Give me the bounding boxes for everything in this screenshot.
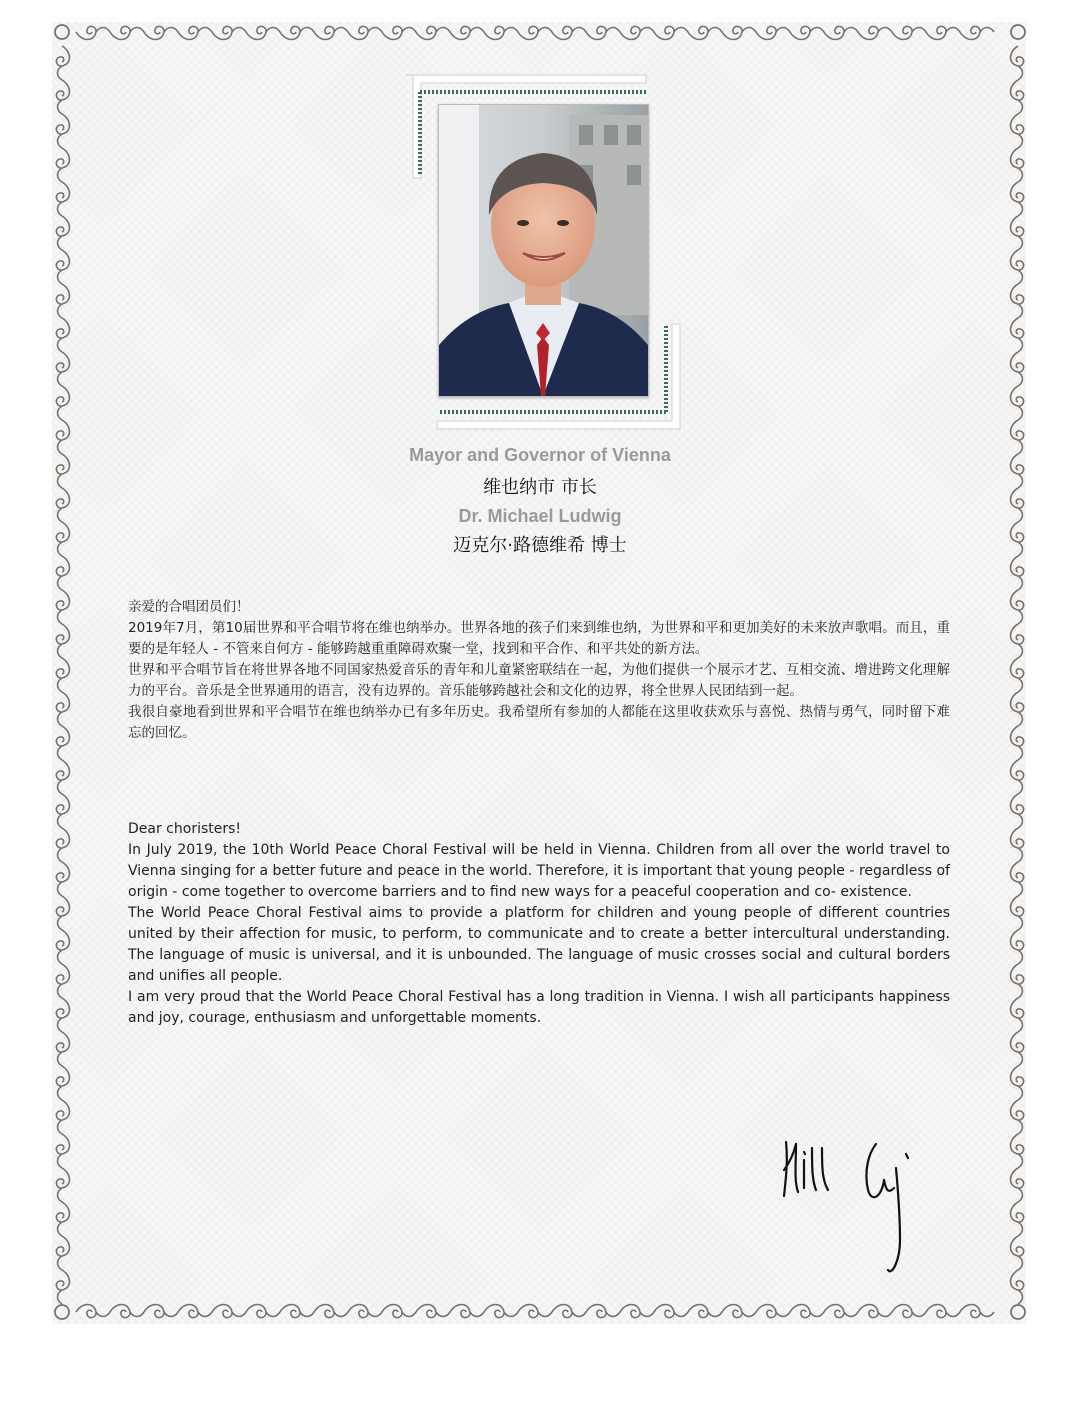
title-chinese: 维也纳市 市长 [483, 477, 597, 498]
paragraph-zh-1: 2019年7月，第10届世界和平合唱节将在维也纳举办。世界各地的孩子们来到维也纳，为世界和平和更加美好的未来放声歌唱。而且，重要的是年轻人 - 不管来自何方 - 能够跨越重重障碍欢聚一堂，找到和平合作、和平共处的新方法。 [128, 620, 950, 657]
paragraph-en-1: In July 2019, the 10th World Peace Choral Festival will be held in Vienna. Children from all over the world travel to Vienna singing for a better future and peace in the world. Therefore, it is important that young people - regardless of origin - come together to overcome barriers and to find new ways for a peaceful cooperation and co- existence. [128, 842, 950, 900]
greeting-zh: 亲爱的合唱团员们！ [128, 599, 250, 615]
paragraph-zh-3: 我很自豪地看到世界和平合唱节在维也纳举办已有多年历史。我希望所有参加的人都能在这里收获欢乐与喜悦、热情与勇气，同时留下难忘的回忆。 [128, 704, 950, 741]
paragraph-zh-2: 世界和平合唱节旨在将世界各地不同国家热爱音乐的青年和儿童紧密联结在一起，为他们提供一个展示才艺、互相交流、增进跨文化理解力的平台。音乐是全世界通用的语言，没有边界的。音乐能够跨越社会和文化的边界，将全世界人民团结到一起。 [128, 662, 950, 699]
greeting-en: Dear choristers! [128, 821, 242, 837]
letter-chinese [128, 597, 950, 744]
signature [772, 1130, 922, 1280]
paragraph-en-2: The World Peace Choral Festival aims to provide a platform for children and young people of different countries united by their affection for music, to perform, to communicate and to create a better intercultural understanding. The language of music is universal, and it is unbounded. The language of music crosses social and cultural borders and unifies all people. [128, 905, 950, 984]
name-english: Dr. Michael Ludwig [458, 506, 622, 526]
mayor-portrait [438, 104, 649, 397]
paragraph-en-3: I am very proud that the World Peace Choral Festival has a long tradition in Vienna. I wish all participants happiness and joy, courage, enthusiasm and unforgettable moments. [128, 989, 950, 1026]
name-chinese: 迈克尔·路德维希 博士 [453, 535, 627, 556]
letter-english [128, 819, 950, 1029]
title-english: Mayor and Governor of Vienna [409, 445, 671, 465]
